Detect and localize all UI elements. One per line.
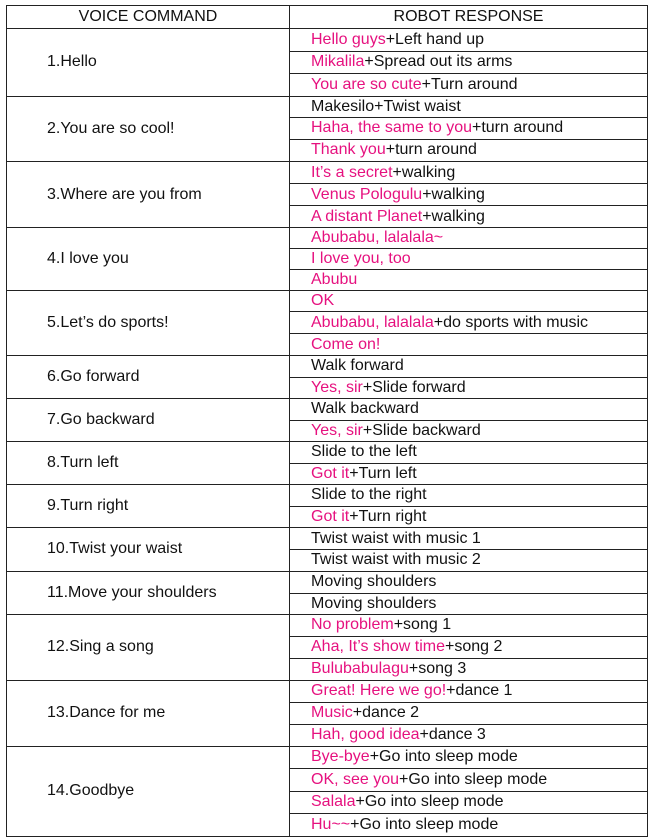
table-row [7,291,648,312]
voice-command-cell: 9.Turn right [7,485,290,528]
response-phrase: No problem [311,616,394,634]
robot-response-cell [290,228,648,249]
response-phrase: It’s a secret [311,163,393,181]
robot-response-cell [290,184,648,206]
table-header-row [7,6,648,29]
response-action: +Go into sleep mode [399,770,548,788]
response-phrase: Yes, sir [311,378,363,396]
response-action: Slide to the right [311,486,427,504]
robot-response-cell [290,51,648,74]
robot-response-cell [290,442,648,464]
response-phrase: Come on! [311,335,381,353]
response-phrase: Bye-bye [311,748,370,766]
robot-response-cell [290,356,648,378]
response-action: +Go into sleep mode [350,815,499,833]
response-phrase: Got it [311,464,350,482]
response-action: +Spread out its arms [364,53,513,71]
response-action: +walking [392,163,456,181]
response-action: Walk backward [311,400,419,418]
table-row [7,485,648,507]
response-phrase: Salala [311,793,356,811]
response-phrase: Hah, good idea [311,726,420,743]
robot-response-cell [290,270,648,291]
robot-response-cell [290,550,648,572]
table-row [7,96,648,117]
response-phrase: Hu~~ [311,815,351,833]
header-voice-command: VOICE COMMAND [7,6,290,29]
robot-response-cell [290,791,648,814]
robot-response-cell [290,377,648,399]
table-row [7,528,648,550]
robot-response-cell [290,528,648,550]
response-action: +song 1 [393,616,452,634]
robot-response-cell [290,636,648,658]
voice-command-cell: 12.Sing a song [7,615,290,681]
header-robot-response: ROBOT RESPONSE [290,6,648,29]
robot-response-cell [290,658,648,680]
response-action: +Turn left [349,464,417,482]
response-action: +Turn around [421,75,518,93]
response-phrase: OK [311,292,335,309]
voice-command-cell: 3.Where are you from [7,162,290,228]
response-phrase: Mikalila [311,53,365,71]
robot-response-cell [290,291,648,312]
response-action: +turn around [385,141,477,159]
voice-command-cell: 13.Dance for me [7,680,290,746]
response-action: Walk forward [311,357,404,375]
voice-command-cell: 8.Turn left [7,442,290,485]
voice-command-cell: 11.Move your shoulders [7,571,290,615]
robot-response-cell [290,312,648,334]
robot-response-cell [290,615,648,637]
voice-command-table [6,5,648,837]
response-action: Makesilo+Twist waist [311,97,461,115]
voice-command-cell: 7.Go backward [7,399,290,442]
robot-response-cell [290,96,648,117]
robot-response-cell [290,29,648,52]
table-row [7,442,648,464]
response-action: +song 3 [408,660,467,677]
voice-command-cell: 10.Twist your waist [7,528,290,572]
response-phrase: Hello guys [311,30,386,48]
table-row [7,615,648,637]
response-phrase: Abubabu, lalalala [311,313,434,331]
response-phrase: You are so cute [311,75,422,93]
response-action: +dance 2 [352,704,420,721]
response-action: +Slide forward [362,378,466,396]
table-row [7,356,648,378]
robot-response-cell [290,680,648,702]
response-action: +Go into sleep mode [355,793,504,811]
response-action: Twist waist with music 1 [311,529,481,547]
response-action: +Slide backward [362,421,481,439]
response-phrase: Got it [311,507,350,525]
voice-command-cell: 4.I love you [7,228,290,291]
response-phrase: Aha, It’s show time [311,638,445,655]
robot-response-cell [290,206,648,228]
table-row [7,746,648,769]
table-row [7,399,648,421]
table-row [7,228,648,249]
robot-response-cell [290,593,648,615]
robot-response-cell [290,399,648,421]
response-phrase: Thank you [311,141,386,159]
command-table-container [6,5,648,837]
robot-response-cell [290,74,648,97]
robot-response-cell [290,746,648,769]
robot-response-cell [290,702,648,724]
response-phrase: Abubabu, lalalala~ [311,229,444,246]
response-action: +dance 3 [419,726,486,743]
response-phrase: Venus Pologulu [311,185,423,203]
robot-response-cell [290,506,648,528]
voice-command-cell: 14.Goodbye [7,746,290,836]
robot-response-cell [290,571,648,593]
response-phrase: Abubu [311,271,358,288]
response-phrase: Yes, sir [311,421,363,439]
response-phrase: A distant Planet [311,207,423,225]
voice-command-cell: 5.Let’s do sports! [7,291,290,356]
robot-response-cell [290,139,648,162]
response-phrase: Bulubabulagu [311,660,409,677]
robot-response-cell [290,724,648,746]
response-action: Moving shoulders [311,573,437,590]
response-phrase: OK, see you [311,770,400,788]
voice-command-cell: 1.Hello [7,29,290,97]
response-action: +walking [422,185,485,203]
robot-response-cell [290,485,648,507]
response-phrase: I love you, too [311,250,411,267]
voice-command-cell: 6.Go forward [7,356,290,399]
response-action: +do sports with music [433,313,589,331]
table-row [7,680,648,702]
response-phrase: Haha, the same to you [311,119,472,136]
response-action: +turn around [471,119,564,136]
response-action: +Left hand up [385,30,485,48]
table-row [7,29,648,52]
table-row [7,571,648,593]
response-action: +song 2 [444,638,503,655]
response-action: +Go into sleep mode [369,748,518,766]
response-action: +dance 1 [446,682,513,699]
response-action: +Turn right [349,507,427,525]
response-action: Twist waist with music 2 [311,551,481,569]
robot-response-cell [290,117,648,139]
robot-response-cell [290,334,648,356]
robot-response-cell [290,769,648,792]
response-phrase: Great! Here we go! [311,682,447,699]
table-row [7,162,648,184]
robot-response-cell [290,420,648,442]
table-body [7,29,648,837]
voice-command-cell: 2.You are so cool! [7,96,290,162]
robot-response-cell [290,162,648,184]
response-action: Slide to the left [311,443,417,461]
response-action: +walking [422,207,485,225]
response-action: Moving shoulders [311,594,437,612]
robot-response-cell [290,249,648,270]
robot-response-cell [290,463,648,485]
response-phrase: Music [311,704,353,721]
